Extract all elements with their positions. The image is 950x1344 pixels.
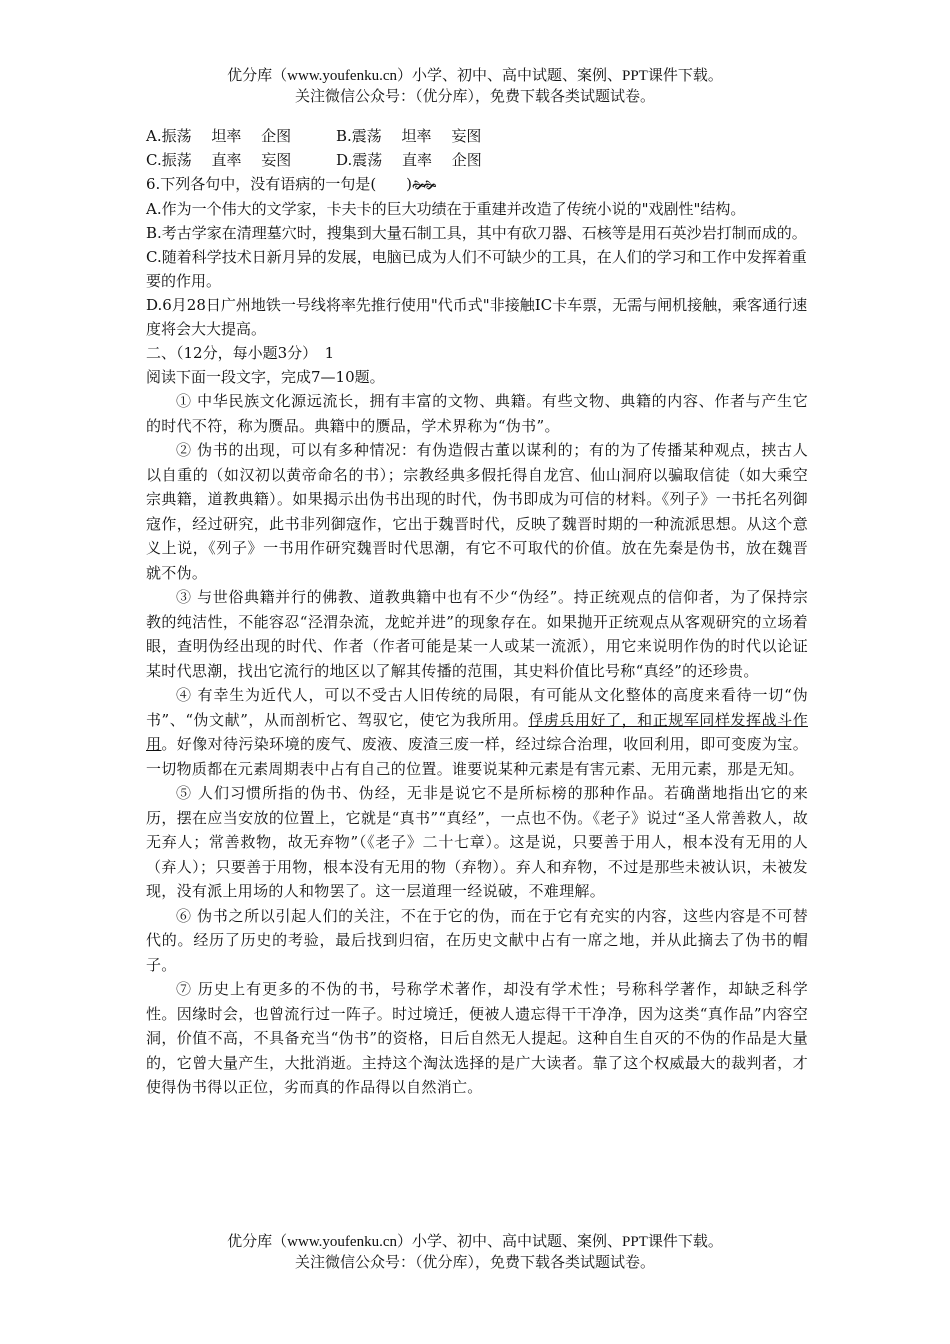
- header-line-2: 关注微信公众号：（优分库），免费下载各类试题试卷。: [294, 89, 655, 105]
- q6-option-d: D.6月28日广州地铁一号线将率先推行使用"代币式"非接触IC卡车票，无需与闸机接触，乘客通行速度将会大大提高。: [146, 296, 808, 338]
- passage-paragraph-1: ① 中华民族文化源远流长，拥有丰富的文物、典籍。有些文物、典籍的内容、作者与产生它的时代不符，称为赝品。典籍中的赝品，学术界称为“伪书”。: [146, 392, 808, 435]
- footer-line-2: 关注微信公众号：（优分库），免费下载各类试题试卷。: [294, 1255, 655, 1271]
- page-header: [0, 66, 950, 108]
- passage-paragraph-4: [146, 683, 808, 781]
- passage-paragraph-2: ② 伪书的出现，可以有多种情况：有伪造假古董以谋利的；有的为了传播某种观点，挟古人以自重的（如汉初以黄帝命名的书）；宗教经典多假托得自龙宫、仙山洞府以骗取信徒（如大乘空宗典籍，道教典籍）。如果揭示出伪书出现的时代，伪书即成为可信的材料。《列子》一书托名列御寇作，经过研究，此书非列御寇作，它出于魏晋时代，反映了魏晋时期的一种流派思想。从这个意义上说，《列子》一书用作研究魏晋时代思潮，有它不可取代的价值。放在先秦是伪书，放在魏晋就不伪。: [146, 441, 808, 582]
- q5-options-row-2: [146, 148, 808, 172]
- section-2-title: 二、（12分，每小题3分） 1: [146, 344, 335, 362]
- q5-options-row-1: [146, 124, 808, 148]
- footer-line-1: 优分库（www.youfenku.cn）小学、初中、高中试题、案例、PPT课件下载。: [227, 1234, 723, 1250]
- p4-text-before: ④ 有幸生为近代人，可以不受古人旧传统的局限，有可能从文化整体的高度来看待一切“伪书”、“伪文献”，从而剖析它、驾驭它，使它为我所用。: [146, 686, 808, 729]
- section-2-instruction: 阅读下面一段文字，完成7—10题。: [146, 368, 385, 386]
- passage-paragraph-5: ⑤ 人们习惯所指的伪书、伪经，无非是说它不是所标榜的那种作品。若确凿地指出它的来历，摆在应当安放的位置上，它就是“真书”“真经”，一点也不伪。《老子》说过“圣人常善救人，故无弃人；常善救物，故无弃物”（《老子》二十七章）。这是说，只要善于用人，根本没有无用的人（弃人）；只要善于用物，根本没有无用的物（弃物）。弃人和弃物，不过是那些未被认识，未被发现，没有派上用场的人和物罢了。这一层道理一经说破，不难理解。: [146, 784, 808, 900]
- ornament-icon: 🙞🙞: [412, 178, 435, 192]
- q6-option-b: B.考古学家在清理墓穴时，搜集到大量石制工具，其中有砍刀器、石核等是用石英沙岩打制而成的。: [146, 224, 807, 242]
- q6-option-c: C.随着科学技术日新月异的发展，电脑已成为人们不可缺少的工具，在人们的学习和工作中发挥着重要的作用。: [146, 248, 807, 290]
- header-line-1: 优分库（www.youfenku.cn）小学、初中、高中试题、案例、PPT课件下载。: [227, 68, 723, 84]
- q5-option-a: A.振荡 坦率 企图: [146, 127, 292, 145]
- q5-option-b: B.震荡 坦率 妄图: [336, 127, 482, 145]
- q5-option-c: C.振荡 直率 妄图: [146, 151, 292, 169]
- q6-stem-text: 6.下列各句中，没有语病的一句是( ): [146, 175, 413, 193]
- passage-paragraph-6: ⑥ 伪书之所以引起人们的关注，不在于它的伪，而在于它有充实的内容，这些内容是不可替代的。经历了历史的考验，最后找到归宿，在历史文献中占有一席之地，并从此摘去了伪书的帽子。: [146, 906, 808, 974]
- q5-option-d: D.震荡 直率 企图: [336, 151, 482, 169]
- page-content: [146, 124, 808, 1100]
- passage-paragraph-7: ⑦ 历史上有更多的不伪的书，号称学术著作，却没有学术性；号称科学著作，却缺乏科学性。因缘时会，也曾流行过一阵子。时过境迁，便被人遗忘得干干净净，因为这类“真作品”内容空洞，价值不高，不具备充当“伪书”的资格，日后自然无人提起。这种自生自灭的不伪的作品是大量的，它曾大量产生，大批消逝。主持这个淘汰选择的是广大读者。靠了这个权威最大的裁判者，才使得伪书得以正位，劣而真的作品得以自然消亡。: [146, 980, 808, 1096]
- p4-underlined-sentence: 俘虏兵用好了，和正规军同样发挥战斗作用: [146, 710, 808, 753]
- q6-option-a: A.作为一个伟大的文学家，卡夫卡的巨大功绩在于重建并改造了传统小说的"戏剧性"结构。: [146, 200, 746, 218]
- q6-stem: [146, 172, 808, 197]
- page-footer: [0, 1232, 950, 1274]
- passage-paragraph-3: ③ 与世俗典籍并行的佛教、道教典籍中也有不少“伪经”。持正统观点的信仰者，为了保持宗教的纯洁性，不能容忍“泾渭杂流，龙蛇并进”的现象存在。如果抛开正统观点从客观研究的立场着眼，查明伪经出现的时代、作者（作者可能是某一人或某一流派），用它来说明作伪的时代以论证某时代思潮，找出它流行的地区以了解其传播的范围，其史料价值比号称“真经”的还珍贵。: [146, 588, 808, 680]
- p4-text-after: 。好像对待污染环境的废气、废液、废渣三废一样，经过综合治理，收回利用，即可变废为宝。一切物质都在元素周期表中占有自己的位置。谁要说某种元素是有害元素、无用元素，那是无知。: [146, 735, 808, 778]
